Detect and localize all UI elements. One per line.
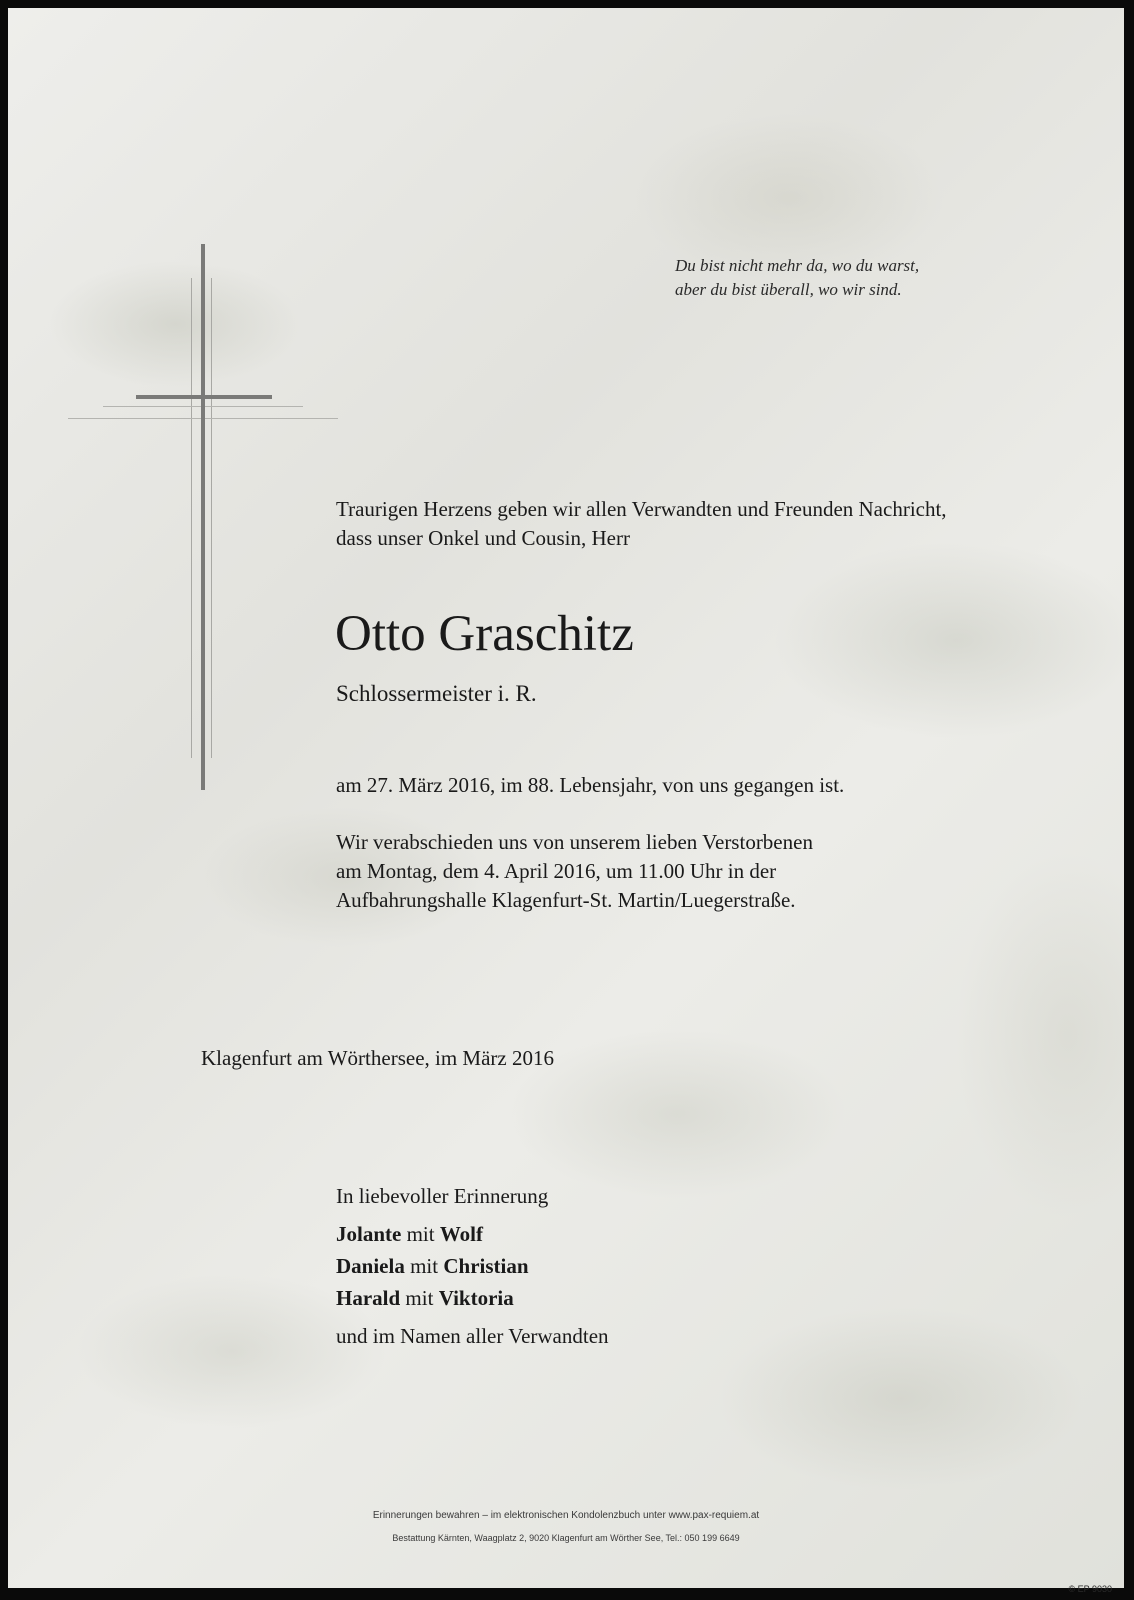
mourners-tail: und im Namen aller Verwandten: [336, 1324, 609, 1348]
mourner-pair: [336, 1250, 609, 1282]
intro-line-1: Traurigen Herzens geben wir allen Verwandten und Freunden Nachricht,: [336, 497, 947, 521]
mourner-first: Harald: [336, 1286, 401, 1310]
farewell-line-2: am Montag, dem 4. April 2016, um 11.00 Uhr in der: [336, 859, 777, 883]
deceased-name: Otto Graschitz: [335, 606, 634, 662]
farewell-line-1: Wir verabschieden uns von unserem lieben Verstorbenen: [336, 830, 813, 854]
mourner-first: Jolante: [336, 1222, 402, 1246]
funeral-home-address: Bestattung Kärnten, Waagplatz 2, 9020 Klagenfurt am Wörther See, Tel.: 050 199 6649: [392, 1533, 740, 1543]
mourner-first: Daniela: [336, 1254, 405, 1278]
death-notice: am 27. März 2016, im 88. Lebensjahr, von uns gegangen ist.: [336, 773, 845, 797]
farewell-details: [336, 828, 813, 915]
mourner-second: Christian: [443, 1254, 529, 1278]
obituary-sheet: [8, 8, 1124, 1588]
mourner-pair: [336, 1218, 609, 1250]
cross-vertical-beam: [201, 244, 205, 790]
mourner-pair: [336, 1282, 609, 1314]
intro-line-2: dass unser Onkel und Cousin, Herr: [336, 526, 630, 550]
motto-quote: [675, 254, 919, 302]
motto-line-1: Du bist nicht mehr da, wo du warst,: [675, 256, 920, 275]
intro-text: [336, 495, 947, 553]
condolence-book-note: Erinnerungen bewahren – im elektronischen Kondolenzbuch unter www.pax-requiem.at: [372, 1510, 760, 1521]
mourner-joiner: mit: [406, 1222, 435, 1246]
motto-line-2: aber du bist überall, wo wir sind.: [675, 280, 902, 299]
mourner-second: Wolf: [439, 1222, 484, 1246]
mourner-joiner: mit: [410, 1254, 439, 1278]
farewell-line-3: Aufbahrungshalle Klagenfurt-St. Martin/Luegerstraße.: [336, 888, 796, 912]
cross-thin-vertical-right: [211, 278, 212, 758]
mourners-lead: In liebevoller Erinnerung: [336, 1184, 549, 1208]
cross-horizontal-beam: [136, 395, 272, 399]
mourner-second: Viktoria: [438, 1286, 514, 1310]
deceased-occupation: Schlossermeister i. R.: [336, 681, 537, 706]
mourners-list: [336, 1180, 609, 1352]
template-code: © EP 9030: [1068, 1584, 1112, 1594]
place-date: Klagenfurt am Wörthersee, im März 2016: [201, 1046, 554, 1070]
mourner-joiner: mit: [405, 1286, 434, 1310]
cross-icon: [8, 8, 348, 808]
cross-thin-vertical-left: [191, 278, 192, 758]
